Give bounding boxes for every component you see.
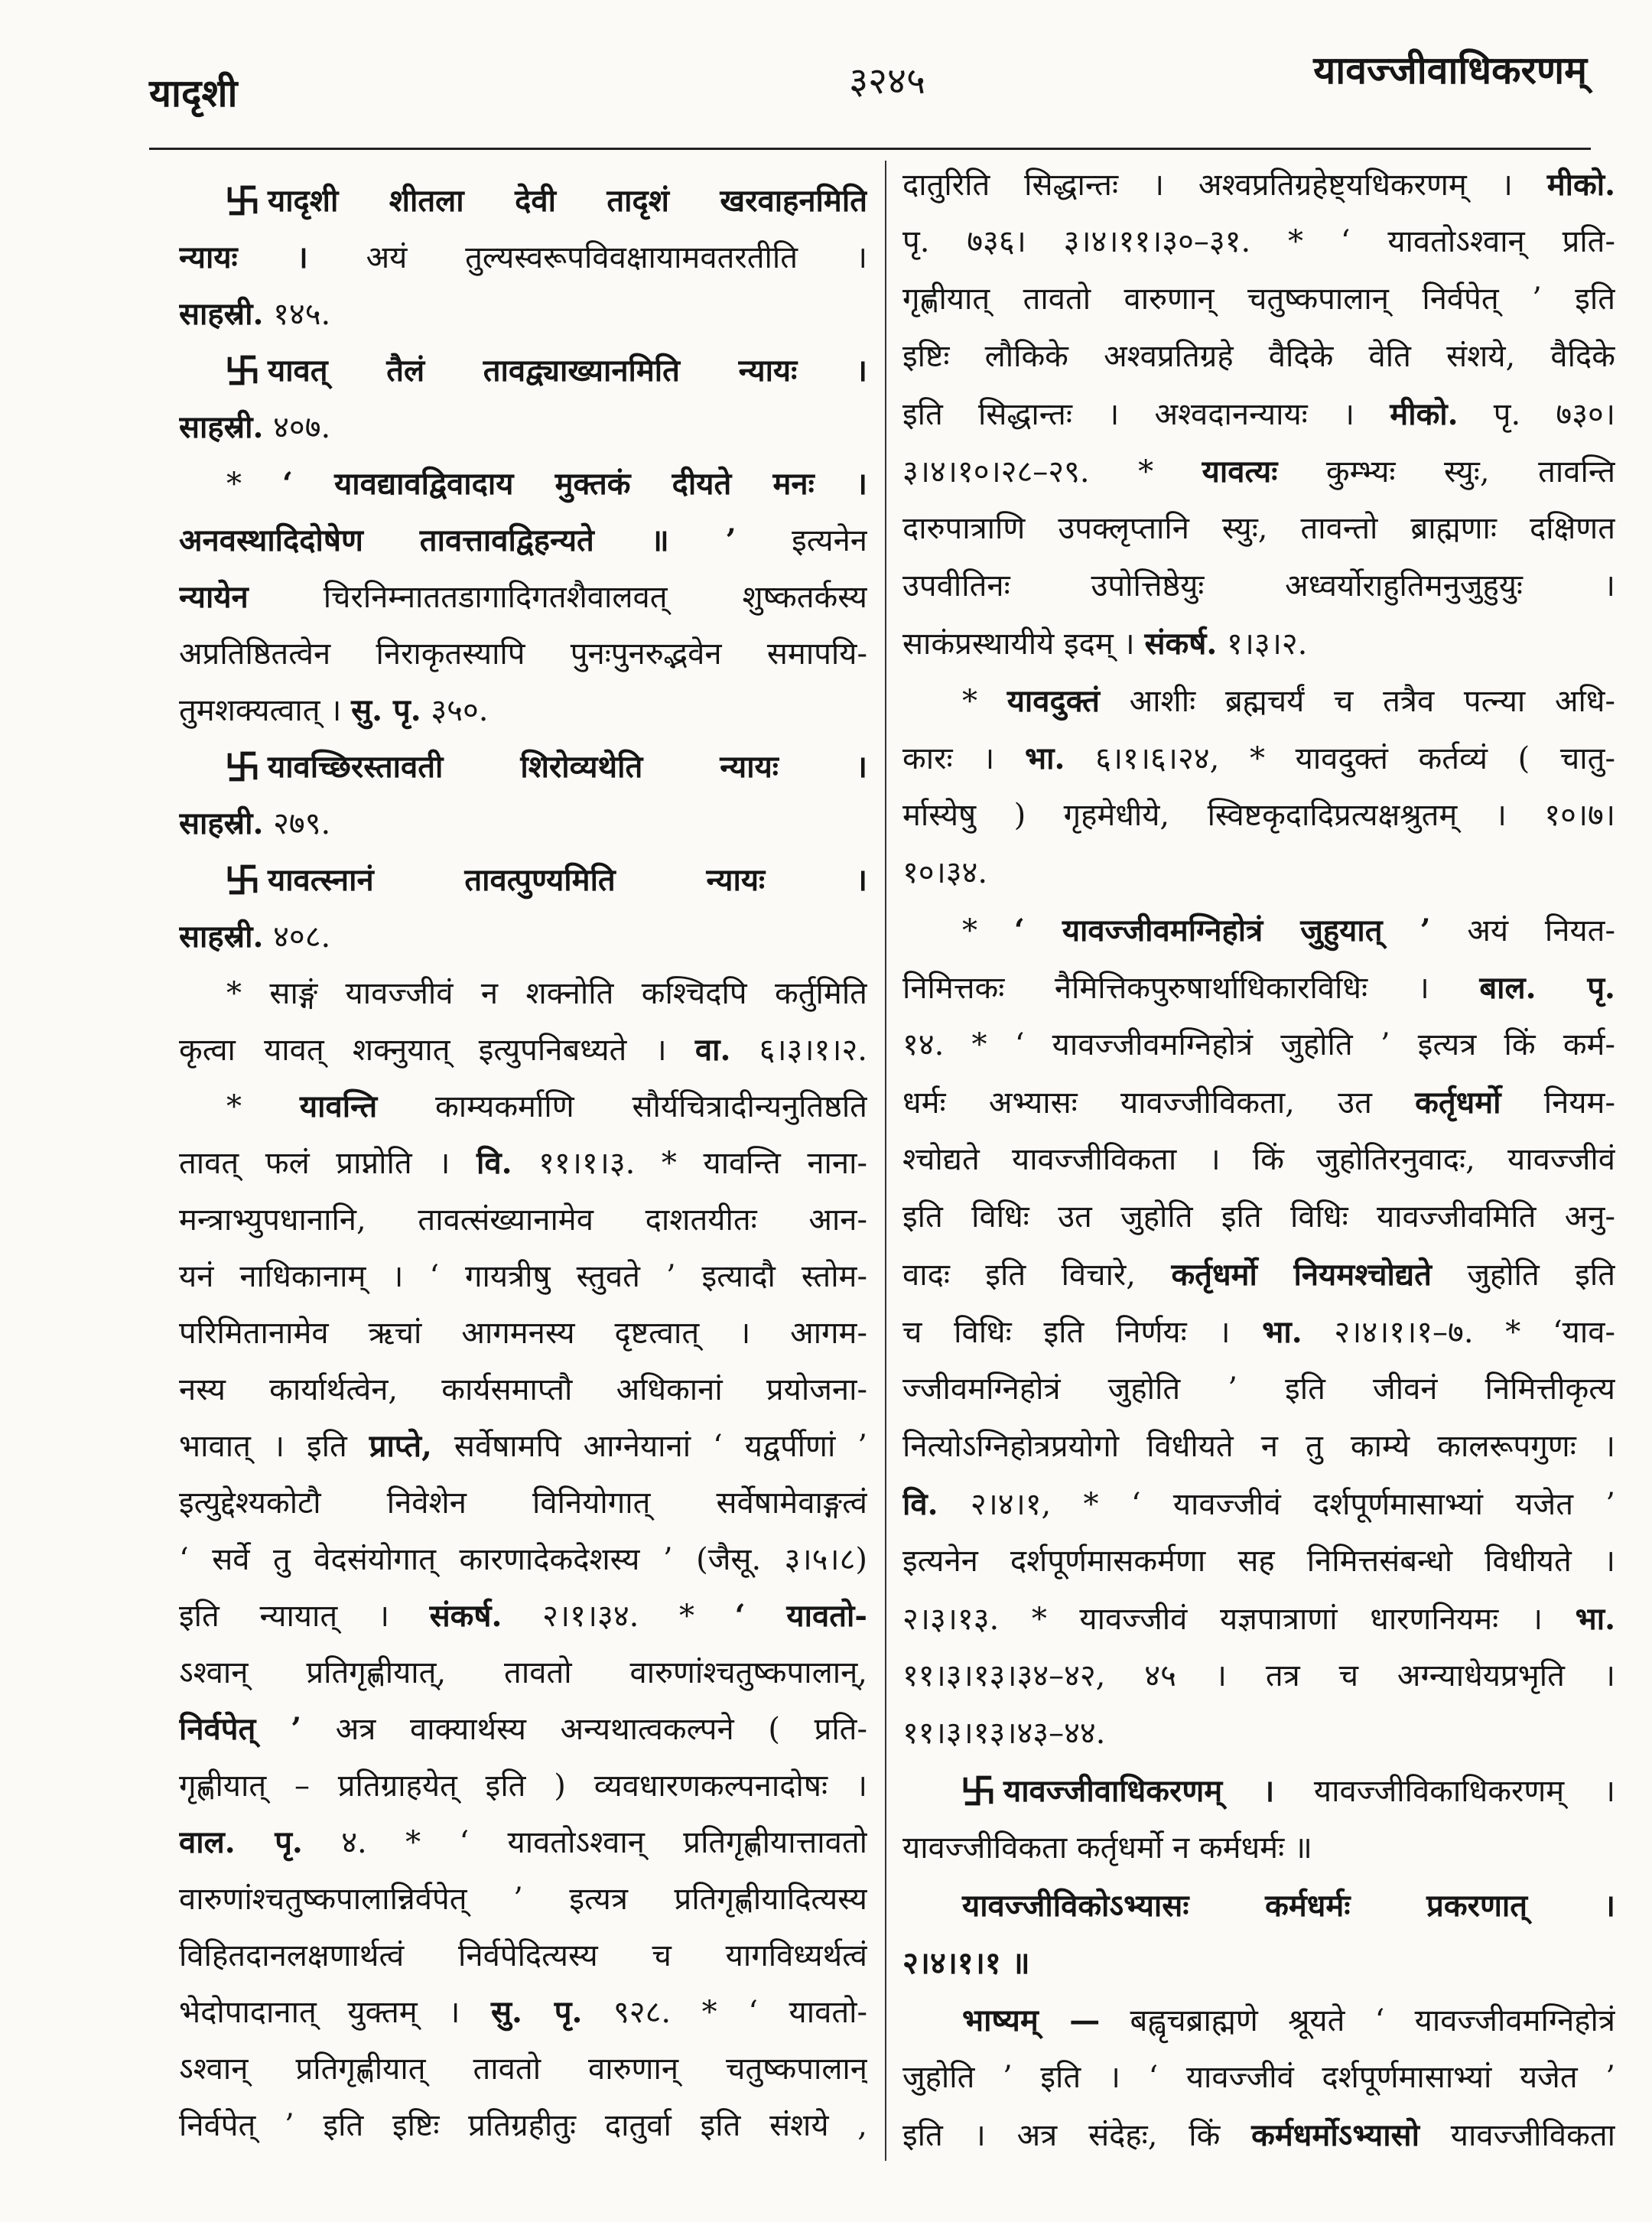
running-head-left: यादृशी (149, 70, 238, 115)
text-run: इति । अत्र संदेहः, किं (902, 2118, 1252, 2153)
text-run: आशीः ब्रह्मचर्यं च तत्रैव पत्न्या अधि- (1099, 684, 1615, 719)
text-run: तावत् फलं प्राप्नोति । (179, 1146, 477, 1181)
text-run: ‘ सर्वे तु वेदसंयोगात् कारणादेकदेशस्य ’ (जैसू. ३।५।८) (179, 1542, 867, 1577)
swastika-icon (226, 864, 259, 896)
bold-term: यावदुक्तं (1006, 683, 1100, 719)
bold-term: यावच्छिरस्तावती शिरोव्यथेति न्यायः । (268, 749, 867, 785)
bold-term: कर्तृधर्मो नियमश्चोद्यते (1171, 1257, 1432, 1293)
text-run: यावज्जीविकता (1419, 2118, 1615, 2153)
bold-term: प्राप्ते, (369, 1428, 432, 1464)
right-column-line (902, 1418, 1615, 1475)
text-run: २७९. (263, 806, 331, 841)
text-run: तुमशक्यत्वात् । (179, 693, 352, 728)
right-column-line (902, 1590, 1615, 1648)
text-run: * (962, 913, 1014, 948)
left-column-line (179, 965, 867, 1022)
right-column-line (902, 959, 1615, 1017)
right-column-line (902, 1303, 1615, 1361)
left-column-line (179, 229, 867, 286)
text-run: यावज्जीविकता कर्तृधर्मो न कर्मधर्मः ॥ (902, 1830, 1312, 1866)
right-column-line (902, 1074, 1615, 1131)
left-column-line (179, 1248, 867, 1305)
text-run: ११।३।१३।४३–४४. (902, 1716, 1106, 1751)
right-column-line (902, 1762, 1615, 1820)
left-column-line (179, 2097, 867, 2154)
text-run: इति सिद्धान्तः । अश्वदानन्यायः । (902, 397, 1390, 432)
text-run: १।३।२. (1217, 626, 1308, 662)
swastika-icon (226, 354, 259, 386)
right-column-line (902, 1705, 1615, 1762)
text-run: भेदोपादानात् युक्तम् । (179, 1995, 491, 2030)
text-run: अत्र वाक्यार्थस्य अन्यथात्वकल्पने ( प्रति- (301, 1712, 867, 1747)
text-run: यनं नाधिकानाम् । ‘ गायत्रीषु स्तुवते ’ इत्यादौ स्तोम- (179, 1259, 867, 1294)
text-run: इत्यनेन दर्शपूर्णमासकर्मणा सह निमित्तसंबन्धो विधीयते । (902, 1544, 1615, 1579)
bold-term: साहस्री. (179, 919, 264, 955)
bold-term: मीको. (1546, 167, 1615, 203)
right-column-line (902, 386, 1615, 443)
right-column-line (902, 558, 1615, 615)
text-run: काम्यकर्माणि सौर्यचित्रादीन्यनुतिष्ठति (377, 1089, 867, 1124)
bold-term: निर्वपेत् ’ (179, 1711, 302, 1747)
text-run: निर्वपेत् ’ इति इष्टिः प्रतिग्रहीतुः दातुर्वा इति संशये , (179, 2108, 867, 2143)
left-column-line (179, 1928, 867, 1984)
text-run: ४. * ‘ यावतोऽश्वान् प्रतिगृह्णीयात्तावतो (302, 1825, 867, 1860)
swastika-icon (226, 750, 259, 782)
text-run: अप्रतिष्ठितत्वेन निराकृतस्यापि पुनःपुनरुद्भवेन समापयि- (179, 636, 867, 672)
text-run: गृह्णीयात् तावतो वारुणान् चतुष्कपालान् निर्वपेत् ’ इति (902, 281, 1615, 317)
header-rule (149, 148, 1591, 150)
right-column-line (902, 1131, 1615, 1189)
text-run: २।४।१, * ‘ यावज्जीवं दर्शपूर्णमासाभ्यां यजेत ’ (938, 1487, 1615, 1522)
swastika-icon (226, 184, 259, 216)
left-column-line (179, 1418, 867, 1475)
text-run: धर्मः अभ्यासः यावज्जीविकता, उत (902, 1085, 1416, 1121)
bold-term: भा. (1575, 1601, 1615, 1637)
right-column-line (902, 1475, 1615, 1533)
bold-term: वि. (902, 1486, 938, 1522)
bold-term: संकर्ष. (429, 1598, 502, 1634)
text-run: इत्यनेन (736, 523, 867, 558)
right-column-line (902, 271, 1615, 328)
text-run: कारः । (902, 741, 1026, 776)
text-run: ४०८. (263, 919, 331, 955)
text-run: यावज्जीविकाधिकरणम् । (1274, 1774, 1615, 1809)
text-run: ऽश्वान् प्रतिगृह्णीयात्, तावतो वारुणांश्चतुष्कपालान्, (179, 1655, 867, 1690)
text-run: अयं तुल्यस्वरूपविवक्षायामवतरतीति । (307, 240, 867, 275)
bold-term: यावज्जीविकोऽभ्यासः कर्मधर्मः प्रकरणात् । (962, 1888, 1615, 1924)
bold-term: यादृशी शीतला देवी तादृशं खरवाहनमिति (268, 183, 867, 219)
column-divider (885, 161, 886, 2161)
page-number: ३२४५ (849, 60, 925, 102)
right-column-line (902, 1820, 1615, 1877)
text-run: इति विधिः उत जुहोति इति विधिः यावज्जीवमिति अनु- (902, 1199, 1615, 1235)
right-column-line (902, 328, 1615, 386)
right-column-line (902, 1189, 1615, 1246)
bold-term: न्यायेन (179, 579, 249, 615)
bold-term: अनवस्थादिदोषेण तावत्तावद्विहन्यते ॥ ’ (179, 522, 737, 558)
text-run: श्चोद्यते यावज्जीविकता । किं जुहोतिरनुवादः, यावज्जीवं (902, 1142, 1615, 1177)
left-column-line (179, 795, 867, 852)
left-column-line (179, 456, 867, 512)
left-column-line (179, 852, 867, 909)
text-run: जुहोति ’ इति । ‘ यावज्जीवं दर्शपूर्णमासाभ्यां यजेत ’ (902, 2060, 1615, 2095)
left-column-line (179, 173, 867, 229)
left-column-line (179, 1305, 867, 1362)
text-run: नियम- (1501, 1085, 1615, 1121)
left-column-line (179, 1531, 867, 1588)
text-run: पृ. ७३०। (1458, 397, 1615, 432)
text-run: ९२८. * ‘ यावतो- (582, 1995, 867, 2030)
text-run: ३५०. (421, 693, 489, 728)
left-column-line (179, 1078, 867, 1135)
bold-term: वा. (694, 1032, 731, 1068)
right-column-line (902, 443, 1615, 500)
bold-term: वि. (476, 1145, 512, 1181)
left-column-line (179, 1814, 867, 1871)
right-column-line (902, 1648, 1615, 1705)
left-column-line (179, 1871, 867, 1928)
text-run: वादः इति विचारे, (902, 1257, 1172, 1293)
text-run: गृह्णीयात् – प्रतिग्राहयेत् इति ) व्यवधारणकल्पनादोषः । (179, 1768, 867, 1804)
bold-term: साहस्री. (179, 409, 264, 445)
right-column-line (902, 2107, 1615, 2164)
left-column-line (179, 1758, 867, 1814)
left-column-line (179, 1645, 867, 1701)
text-run: ११।३।१३।३४–४२, ४५ । तत्र च अग्न्याधेयप्रभृति । (902, 1658, 1615, 1693)
bold-term: साहस्री. (179, 805, 264, 841)
left-column-line (179, 1475, 867, 1531)
bold-term: यावत्यः (1202, 454, 1278, 490)
text-run: ३।४।१०।२८–२९. * (902, 454, 1202, 490)
text-run: ज्जीवमग्निहोत्रं जुहोति ’ इति जीवनं निमित्तीकृत्य (902, 1371, 1615, 1407)
bold-term: सु. पृ. (351, 692, 421, 728)
swastika-icon (962, 1775, 994, 1807)
left-column-line (179, 1701, 867, 1758)
left-column-line (179, 1192, 867, 1248)
right-column-line (902, 213, 1615, 271)
left-column-line (179, 1984, 867, 2041)
left-column-line (179, 512, 867, 569)
text-run: नित्योऽग्निहोत्रप्रयोगो विधीयते न तु काम्ये कालरूपगुणः । (902, 1429, 1615, 1464)
bold-term: भा. (1025, 740, 1065, 776)
left-column-line (179, 682, 867, 739)
text-run: कुम्भ्यः स्युः, तावन्ति (1277, 454, 1615, 490)
text-run: विहितदानलक्षणार्थत्वं निर्वपेदित्यस्य च यागविध्यर्थत्वं (179, 1938, 867, 1973)
bold-term: यावन्ति (299, 1088, 378, 1124)
right-column-line (902, 1992, 1615, 2049)
left-column-line (179, 569, 867, 626)
left-column-line (179, 1022, 867, 1078)
bold-term: न्यायः । (179, 239, 308, 275)
bold-term: मीको. (1390, 396, 1459, 432)
bold-term: संकर्ष. (1144, 626, 1218, 662)
right-column-line (902, 844, 1615, 902)
text-run: * (226, 467, 282, 502)
right-column (902, 156, 1615, 2164)
right-column-line (902, 1246, 1615, 1303)
bold-term: यावज्जीवाधिकरणम् । (1003, 1773, 1275, 1809)
text-run: ऽश्वान् प्रतिगृह्णीयात् तावतो वारुणान् चतुष्कपालान् (179, 2051, 867, 2087)
bold-term: साहस्री. (179, 296, 264, 332)
left-column-line (179, 286, 867, 343)
text-run: १४५. (263, 297, 331, 332)
left-column-line (179, 2041, 867, 2097)
right-column-line (902, 1877, 1615, 1934)
bold-term: बाल. पृ. (1479, 970, 1615, 1006)
text-run: परिमितानामेव ऋचां आगमनस्य दृष्टत्वात् । आगम- (179, 1316, 867, 1351)
right-column-line (902, 672, 1615, 730)
text-run: १०।३४. (902, 855, 988, 890)
text-run: र्मास्येषु ) गृहमेधीये, स्विष्टकृदादिप्रत्यक्षश्रुतम् । १०।७। (902, 798, 1615, 833)
bold-term: भाष्यम् — (962, 2002, 1101, 2038)
text-run: नस्य कार्यार्थत्वेन, कार्यसमाप्तौ अधिकानां प्रयोजना- (179, 1372, 867, 1407)
text-run: बह्वृचब्राह्मणे श्रूयते ‘ यावज्जीवमग्निहोत्रं (1100, 2003, 1615, 2038)
text-run: भावात् । इति (179, 1429, 369, 1464)
left-column-line (179, 1362, 867, 1418)
bold-term: भा. (1262, 1314, 1302, 1350)
text-run: च विधिः इति निर्णयः । (902, 1315, 1263, 1350)
text-run: * (226, 1089, 300, 1124)
text-run: दातुरिति सिद्धान्तः । अश्वप्रतिग्रहेष्ट्यधिकरणम् । (902, 168, 1547, 203)
text-run: दारुपात्राणि उपक्लृप्तानि स्युः, तावन्तो ब्राह्मणाः दक्षिणत (902, 511, 1615, 546)
bold-term: कर्तृधर्मो (1415, 1085, 1501, 1121)
text-run: अयं नियत- (1430, 913, 1615, 948)
text-run: इत्युद्देश्यकोटौ निवेशेन विनियोगात् सर्वेषामेवाङ्गत्वं (179, 1485, 867, 1521)
bold-term: ‘ यावतो- (734, 1598, 867, 1634)
bold-term: सु. पृ. (491, 1994, 583, 2030)
running-head-right: यावज्जीवाधिकरणम् (1313, 47, 1587, 93)
left-column (179, 173, 867, 2154)
right-column-line (902, 2049, 1615, 2107)
text-run: मन्त्राभ्युपधानानि, तावत्संख्यानामेव दाशतयीतः आन- (179, 1202, 867, 1238)
right-column-line (902, 1017, 1615, 1074)
text-run: २।१।३४. * (502, 1599, 735, 1634)
bold-term: ‘ यावद्यावद्विवादाय मुक्तकं दीयते मनः । (281, 466, 867, 502)
text-run: कृत्वा यावत् शक्नुयात् इत्युपनिबध्यते । (179, 1033, 695, 1068)
right-column-line (902, 500, 1615, 558)
text-run: ६।१।६।२४, * यावदुक्तं कर्तव्यं ( चातु- (1065, 741, 1615, 776)
left-column-line (179, 1588, 867, 1645)
right-column-line (902, 730, 1615, 787)
text-run: चिरनिम्नाततडागादिगतशैवालवत् शुष्कतर्कस्य (248, 580, 867, 615)
text-run: * साङ्गं यावज्जीवं न शक्नोति कश्चिदपि कर्तुमिति (226, 976, 867, 1011)
text-run: जुहोति इति (1431, 1257, 1615, 1293)
text-run: सर्वेषामपि आग्नेयानां ‘ यद्वर्पीणां ’ (431, 1429, 867, 1464)
right-column-line (902, 1934, 1615, 1992)
left-column-line (179, 343, 867, 399)
text-run: १४. * ‘ यावज्जीवमग्निहोत्रं जुहोति ’ इत्यत्र किं कर्म- (902, 1027, 1615, 1062)
right-column-line (902, 1361, 1615, 1418)
right-column-line (902, 615, 1615, 672)
left-column-line (179, 1135, 867, 1192)
text-run: २।३।१३. * यावज्जीवं यज्ञपात्राणां धारणनियमः । (902, 1602, 1576, 1637)
text-run: * (962, 684, 1007, 719)
text-run: इति न्यायात् । (179, 1599, 430, 1634)
bold-term: यावत्स्नानं तावत्पुण्यमिति न्यायः । (268, 862, 867, 898)
bold-term: कर्मधर्मोऽभ्यासो (1251, 2117, 1419, 2153)
bold-term: ‘ यावज्जीवमग्निहोत्रं जुहुयात् ’ (1013, 913, 1431, 948)
right-column-line (902, 1533, 1615, 1590)
text-run: इष्टिः लौकिके अश्वप्रतिग्रहे वैदिके वेति संशये, वैदिके (902, 339, 1615, 374)
right-column-line (902, 902, 1615, 959)
right-column-line (902, 156, 1615, 213)
right-column-line (902, 787, 1615, 844)
left-column-line (179, 739, 867, 795)
text-run: ६।३।१।२. (730, 1033, 867, 1068)
text-run: ११।१।३. * यावन्ति नाना- (512, 1146, 867, 1181)
text-run: पृ. ७३६। ३।४।११।३०–३१. * ‘ यावतोऽश्वान् प्रति- (902, 224, 1615, 259)
left-column-line (179, 399, 867, 456)
text-run: ४०७. (263, 410, 331, 445)
text-run: साकंप्रस्थायीये इदम् । (902, 626, 1145, 662)
bold-term: २।४।१।१ ॥ (902, 1945, 1030, 1981)
text-run: निमित्तकः नैमित्तिकपुरुषार्थाधिकारविधिः । (902, 971, 1480, 1006)
left-column-line (179, 626, 867, 682)
bold-term: यावत् तैलं तावद्व्याख्यानमिति न्यायः । (268, 353, 867, 389)
left-column-line (179, 909, 867, 965)
bold-term: वाल. पृ. (179, 1824, 303, 1860)
text-run: उपवीतिनः उपोत्तिष्ठेयुः अध्वर्योराहुतिमनुजुहुयुः । (902, 568, 1615, 603)
text-run: २।४।१।१–७. * ‘याव- (1302, 1315, 1615, 1350)
text-run: वारुणांश्चतुष्कपालान्निर्वपेत् ’ इत्यत्र प्रतिगृह्णीयादित्यस्य (179, 1882, 867, 1917)
